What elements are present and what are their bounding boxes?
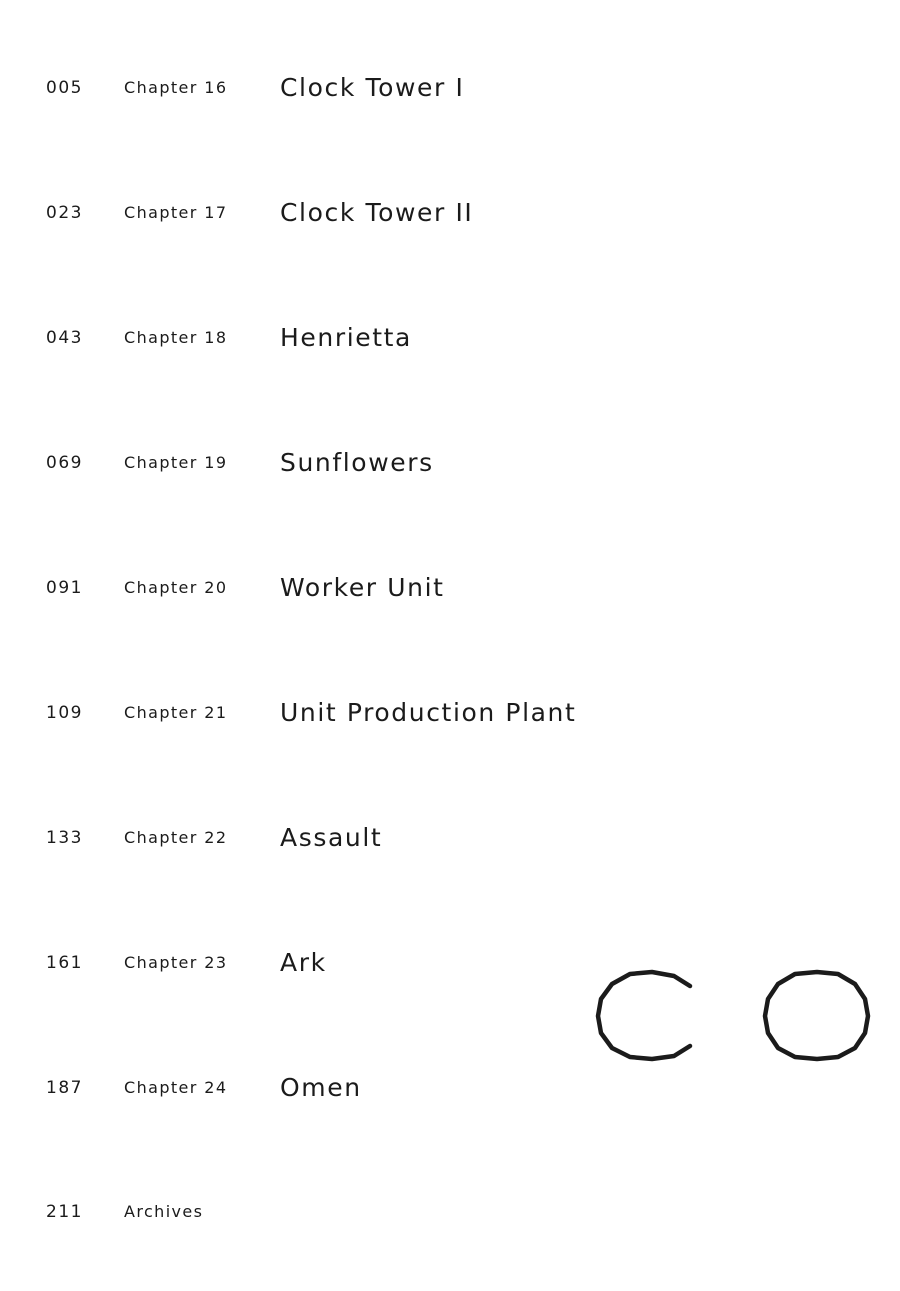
page-number: 005 bbox=[46, 78, 83, 98]
page-number: 133 bbox=[46, 828, 83, 848]
co-decorative-glyphs bbox=[590, 962, 880, 1072]
toc-entry bbox=[0, 1068, 900, 1108]
chapter-label: Chapter 24 bbox=[124, 1078, 228, 1097]
page-number: 069 bbox=[46, 453, 83, 473]
chapter-title: Sunflowers bbox=[280, 448, 434, 477]
page-number: 023 bbox=[46, 203, 83, 223]
chapter-title: Clock Tower I bbox=[280, 73, 465, 102]
chapter-title: Assault bbox=[280, 823, 383, 852]
chapter-title: Henrietta bbox=[280, 323, 412, 352]
chapter-label: Chapter 17 bbox=[124, 203, 228, 222]
chapter-title: Worker Unit bbox=[280, 573, 445, 602]
page-number: 161 bbox=[46, 953, 83, 973]
chapter-label: Chapter 21 bbox=[124, 703, 228, 722]
toc-entry bbox=[0, 68, 900, 108]
toc-entry bbox=[0, 1192, 900, 1232]
toc-entry bbox=[0, 443, 900, 483]
chapter-title: Ark bbox=[280, 948, 327, 977]
page-number: 187 bbox=[46, 1078, 83, 1098]
toc-entry bbox=[0, 568, 900, 608]
chapter-title: Clock Tower II bbox=[280, 198, 474, 227]
chapter-label: Archives bbox=[124, 1202, 204, 1221]
page-number: 043 bbox=[46, 328, 83, 348]
chapter-title: Omen bbox=[280, 1073, 362, 1102]
page-number: 109 bbox=[46, 703, 83, 723]
chapter-label: Chapter 19 bbox=[124, 453, 228, 472]
toc-entry bbox=[0, 818, 900, 858]
chapter-title: Unit Production Plant bbox=[280, 698, 577, 727]
toc-entry bbox=[0, 193, 900, 233]
toc-entry bbox=[0, 693, 900, 733]
page-number: 211 bbox=[46, 1202, 83, 1222]
chapter-label: Chapter 22 bbox=[124, 828, 228, 847]
letter-o-glyph bbox=[765, 972, 868, 1059]
toc-entry bbox=[0, 318, 900, 358]
chapter-label: Chapter 20 bbox=[124, 578, 228, 597]
chapter-label: Chapter 23 bbox=[124, 953, 228, 972]
page-number: 091 bbox=[46, 578, 83, 598]
letter-c-glyph bbox=[598, 972, 690, 1059]
chapter-label: Chapter 18 bbox=[124, 328, 228, 347]
chapter-label: Chapter 16 bbox=[124, 78, 228, 97]
